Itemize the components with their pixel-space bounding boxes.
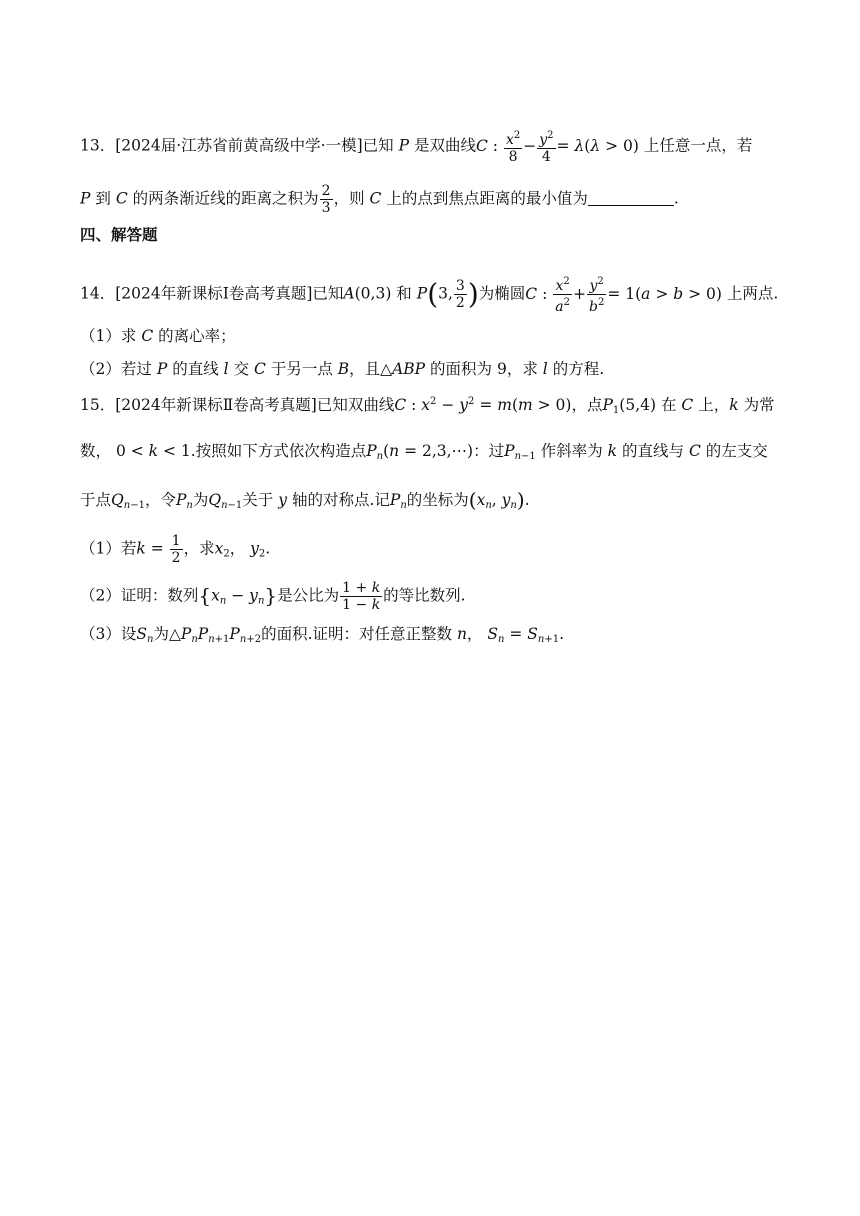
q15-part-3: （3）设$S_n$为$\triangle P_nP_{n+1}P_{n+2}$的面积.证明：对任意正整数 n， $S_n = S_{n+1}$. bbox=[80, 625, 565, 645]
q14-source: [2024年新课标Ⅰ卷高考真题] bbox=[115, 284, 313, 303]
q14-part-1: （1）求 C 的离心率； bbox=[80, 327, 236, 345]
q15-line-3: 于点$Q_{n-1}$，令$P_n$为$Q_{n-1}$关于 y 轴的对称点.记$P_n$的坐标为($x_n$, $y_n$). bbox=[80, 488, 530, 512]
q14-number: 14． bbox=[80, 284, 116, 303]
q13-source: [2024届·江苏省前黄高级中学·一模] bbox=[115, 136, 363, 155]
q14-line-1: 14．[2024年新课标Ⅰ卷高考真题]已知A(0,3) 和 P(3, $\frac{3}{2}$ )为椭圆C : $\frac{x^2}{a^2}$ + $\frac{y^2}{b^2}$ = 1(a > b > 0) 上两点. bbox=[80, 276, 779, 315]
q15-number: 15． bbox=[80, 396, 116, 414]
q15-line-1: 15．[2024年新课标Ⅱ卷高考真题]已知双曲线C : $x^2 - y^2 = m(m > 0)$，点$P_1(5,4)$ 在 C 上，k 为常 bbox=[80, 396, 775, 416]
q14-part-2: （2）若过 P 的直线 l 交 C 于另一点 B，且△ABP 的面积为 9，求 l 的方程. bbox=[80, 360, 605, 378]
fraction-two-thirds: $\frac{2}{3}$ bbox=[321, 183, 331, 216]
q15-part-2: （2）证明：数列$\{x_n - y_n\}$是公比为 $\frac{1 + k}{1 - k}$ 的等比数列. bbox=[80, 580, 466, 613]
q15-source: [2024年新课标Ⅱ卷高考真题] bbox=[115, 396, 317, 414]
q15-part-1: （1）若k = $\frac{1}{2}$ ，求$x_2$， $y_2$. bbox=[80, 533, 271, 566]
q13-line-2: P 到 C 的两条渐近线的距离之积为 $\frac{2}{3}$ ，则 C 上的点到焦点距离的最小值为 . bbox=[80, 183, 679, 216]
q15-line-2: 数， 0 < k < 1.按照如下方式依次构造点$P_n(n$ = 2,3,⋯)：过$P_{n-1}$ 作斜率为 k 的直线与 C 的左支交 bbox=[80, 442, 768, 462]
q14-ellipse-equation: C : $\frac{x^2}{a^2}$ + $\frac{y^2}{b^2}$ = 1(a > b > 0) bbox=[525, 276, 722, 315]
q13-line-1: 13．[2024届·江苏省前黄高级中学·一模]已知 P 是双曲线C : $\frac{x^2}{8}$ − $\frac{y^2}{4}$ = λ(λ > 0) 上任意一点，若 bbox=[80, 130, 753, 165]
section-heading: 四、解答题 bbox=[80, 225, 158, 244]
q13-number: 13． bbox=[80, 136, 116, 155]
q13-hyperbola-equation: C : $\frac{x^2}{8}$ − $\frac{y^2}{4}$ = λ(λ > 0) bbox=[475, 130, 639, 165]
answer-blank bbox=[588, 191, 674, 206]
